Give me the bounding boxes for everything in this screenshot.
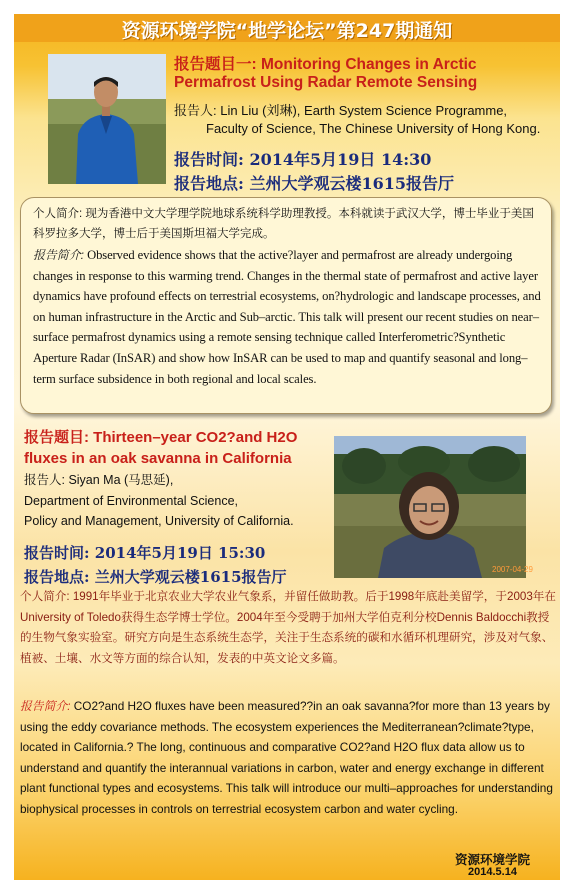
- seminar-poster: [14, 14, 560, 880]
- talk1-title-line1: Monitoring Changes in Arctic: [260, 56, 477, 73]
- talk1-title-line2: Permafrost Using Radar Remote Sensing: [174, 74, 478, 91]
- talk2-place-value: 兰州大学观云楼1615报告厅: [94, 568, 287, 586]
- talk2-place-label: 报告地点:: [24, 568, 95, 586]
- talk2-place: [24, 566, 287, 587]
- talk2-time-value: 2014年5月19日 15:30: [94, 544, 266, 562]
- poster-title: 资源环境学院“地学论坛”第247期通知: [121, 20, 453, 42]
- talk2-speaker-line1: 报告人: Siyan Ma (马思延),: [24, 473, 174, 487]
- speaker2-photo: [334, 436, 533, 578]
- talk2-title-line2: fluxes in an oak savanna in California: [24, 450, 292, 467]
- talk1-speaker-line2: Faculty of Science, The Chinese University of Hong Kong.: [206, 121, 541, 136]
- talk2-speaker: [24, 470, 294, 532]
- talk2-title-line1: Thirteen–year CO2?and H2O: [93, 429, 298, 446]
- talk2-speaker-line2: Department of Environmental Science,: [24, 493, 238, 508]
- talk1-bio: 个人简介: 现为香港中文大学理学院地球系统科学助理教授。本科就读于武汉大学，博士毕业于美国科罗拉多大学，博士后于美国斯坦福大学完成。: [33, 208, 534, 240]
- talk1-title: [174, 56, 477, 92]
- talk2-speaker-line3: Policy and Management, University of California.: [24, 514, 294, 528]
- talk1-abstract-text: Observed evidence shows that the active?layer and permafrost are already undergoing changes in response to this warming trend. Changes in the thermal state of permafrost and active layer dynamics have profound effects on terrestrial ecosystems, on?hydrologic and landscape processes, and on human infrastructure in the Arctic and Sub–arctic. This talk will present our recent studies on near–surface permafrost dynamics using a remote sensing technique called Interferometric?Synthetic Aperture Radar (InSAR) and show how InSAR can be used to map and quantify seasonal and long–term surface subsidence in both regional and local scales.: [33, 248, 541, 386]
- talk1-speaker-line1: 报告人: Lin Liu (刘琳), Earth System Science Programme,: [174, 103, 508, 118]
- talk2-title: [24, 427, 297, 469]
- talk1-place-label: 报告地点:: [174, 174, 250, 193]
- talk2-title-prefix: 报告题目:: [24, 429, 94, 446]
- footer-organization: 资源环境学院: [455, 853, 531, 867]
- talk1-abstract-label: 报告简介:: [33, 248, 88, 262]
- talk2-time: [24, 542, 265, 563]
- talk1-abstract-box: [20, 197, 552, 414]
- talk2-bio: 个人简介: 1991年毕业于北京农业大学农业气象系，并留任做助教。后于1998年底赴美留学，于2003年在University of Toledo获得生态学博士学位。2004年至今受聘于加州大学伯克利分校Dennis Baldocchi教授的生物气象实验室。研究方向是生态系统生态学，关注于生态系统的碳和水循环机理研究，涉及对气象、植被、土壤、水文等方面的综合认知，发表的中英文论文多篇。: [20, 590, 556, 665]
- talk1-place: [174, 171, 454, 194]
- talk2-abstract-label: 报告简介:: [20, 699, 74, 713]
- talk1-time-label: 报告时间:: [174, 150, 250, 169]
- talk2-abstract: [20, 696, 556, 819]
- talk1-title-prefix: 报告题目一:: [174, 56, 261, 73]
- footer-date: 2014.5.14: [468, 866, 517, 878]
- photo-date-stamp: 2007-04-29: [492, 565, 533, 574]
- speaker1-photo: [48, 54, 166, 184]
- talk1-abstract: [33, 245, 545, 389]
- talk1-place-value: 兰州大学观云楼1615报告厅: [249, 174, 455, 193]
- talk2-time-label: 报告时间:: [24, 544, 95, 562]
- talk1-time-value: 2014年5月19日 14:30: [249, 150, 432, 169]
- talk1-time: [174, 147, 431, 170]
- talk2-abstract-text: CO2?and H2O fluxes have been measured??in an oak savanna?for more than 13 years by using the eddy covariance methods. The ecosystem experiences the Mediterranean?climate?type, located in California.? The long, continuous and comparative CO2?and H2O flux data allow us to understand and quantify the interannual variations in carbon, water and energy exchange in different plant functional types and ecosystems. This talk will introduce our multi–approaches for understanding biophysical processes in controls on terrestrial ecosystem carbon and water cycling.: [20, 699, 553, 816]
